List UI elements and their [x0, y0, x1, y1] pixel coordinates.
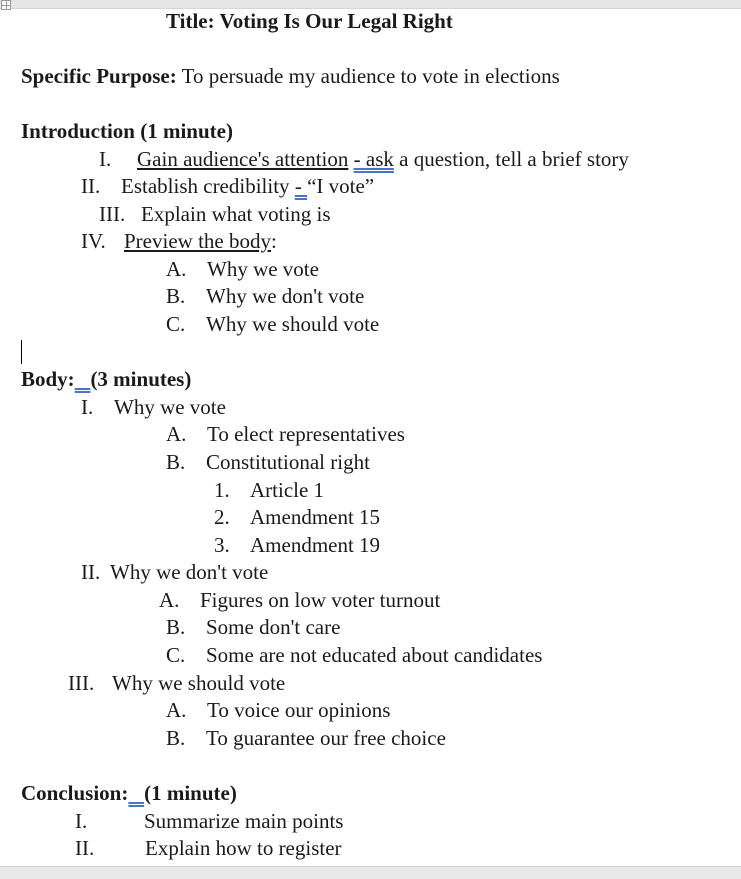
conclusion-item-1: [75, 809, 343, 833]
list-number: 3.: [214, 533, 230, 557]
body-3-item-b: [166, 726, 446, 750]
list-letter: C.: [166, 643, 186, 667]
list-number: I.: [75, 809, 88, 833]
conclusion-heading-label: Conclusion:: [21, 781, 129, 805]
body-1-item-a: [166, 422, 405, 446]
table-move-handle-icon[interactable]: [1, 0, 11, 10]
intro-subitem-text: Why we don't vote: [206, 284, 365, 308]
list-letter: B.: [166, 450, 186, 474]
list-item-text: Amendment 19: [250, 533, 381, 557]
list-item-text: Some don't care: [206, 615, 341, 639]
body-heading-space: [75, 367, 91, 391]
list-letter: A.: [166, 422, 187, 446]
intro-item-2-quote: “I vote”: [307, 174, 375, 198]
specific-purpose-label: Specific Purpose:: [21, 64, 177, 88]
body-3-item-a: [166, 698, 390, 722]
intro-item-4-underlined: Preview the body: [124, 229, 271, 253]
conclusion-heading: [21, 781, 237, 805]
body-1-item-b: [166, 450, 370, 474]
body-section-2-text: Why we don't vote: [110, 560, 269, 584]
list-letter: A.: [166, 257, 187, 281]
body-heading-label: Body:: [21, 367, 75, 391]
intro-subitem-c: [166, 312, 379, 336]
list-letter: B.: [166, 615, 186, 639]
intro-item-3-text: Explain what voting is: [141, 202, 331, 226]
body-1-subitem-3: [214, 533, 380, 557]
intro-item-1-ask: ask: [365, 147, 394, 171]
body-heading-rest: (3 minutes): [90, 367, 192, 391]
intro-item-4: [81, 229, 277, 253]
list-item-text: To guarantee our free choice: [206, 726, 446, 750]
list-letter: A.: [166, 698, 187, 722]
list-number: II.: [81, 174, 101, 198]
body-2-item-a: [159, 588, 440, 612]
body-section-1-text: Why we vote: [114, 395, 226, 419]
list-letter: B.: [166, 284, 186, 308]
intro-item-1-rest: a question, tell a brief story: [393, 147, 629, 171]
list-item-text: To elect representatives: [207, 422, 405, 446]
list-number: 2.: [214, 505, 230, 529]
intro-item-1-underlined: Gain audience's attention: [137, 147, 349, 171]
conclusion-item-2: [75, 836, 342, 860]
list-item-text: Some are not educated about candidates: [206, 643, 543, 667]
intro-subitem-a: [166, 257, 319, 281]
intro-item-2-text: Establish credibility: [121, 174, 295, 198]
body-2-item-b: [166, 615, 340, 639]
list-item-text: Constitutional right: [206, 450, 370, 474]
body-section-3-text: Why we should vote: [112, 671, 286, 695]
status-bar: [0, 866, 741, 879]
list-number: II.: [81, 560, 101, 584]
list-letter: C.: [166, 312, 186, 336]
body-heading: [21, 367, 191, 391]
list-number: I.: [81, 395, 94, 419]
intro-subitem-text: Why we vote: [207, 257, 319, 281]
conclusion-heading-rest: (1 minute): [144, 781, 237, 805]
list-number: I.: [99, 147, 112, 171]
list-number: III.: [99, 202, 126, 226]
list-letter: A.: [159, 588, 180, 612]
list-number: IV.: [81, 229, 106, 253]
intro-item-3: [99, 202, 331, 226]
list-letter: B.: [166, 726, 186, 750]
list-item-text: Figures on low voter turnout: [200, 588, 441, 612]
intro-item-2: [81, 174, 374, 198]
intro-item-1: [99, 147, 629, 171]
specific-purpose: [21, 64, 560, 88]
specific-purpose-text: To persuade my audience to vote in elections: [176, 64, 560, 88]
document-title: Title: Voting Is Our Legal Right: [166, 9, 453, 33]
intro-item-1-dash: -: [353, 147, 366, 171]
ruler-bar: [0, 0, 741, 9]
intro-item-4-rest: :: [270, 229, 277, 253]
intro-item-2-dash: -: [294, 174, 308, 198]
list-item-text: To voice our opinions: [207, 698, 391, 722]
body-section-3: [68, 671, 285, 695]
list-number: III.: [68, 671, 95, 695]
text-cursor: [21, 340, 22, 364]
body-2-item-c: [166, 643, 542, 667]
body-section-2: [81, 560, 268, 584]
list-item-text: Summarize main points: [144, 809, 344, 833]
list-item-text: Amendment 15: [250, 505, 381, 529]
list-item-text: Article 1: [250, 478, 325, 502]
intro-subitem-b: [166, 284, 364, 308]
intro-subitem-text: Why we should vote: [206, 312, 380, 336]
introduction-heading: Introduction (1 minute): [21, 119, 233, 143]
list-number: II.: [75, 836, 95, 860]
body-section-1: [81, 395, 226, 419]
conclusion-heading-space: [128, 781, 144, 805]
body-1-subitem-1: [214, 478, 324, 502]
list-number: 1.: [214, 478, 230, 502]
list-item-text: Explain how to register: [145, 836, 342, 860]
body-1-subitem-2: [214, 505, 380, 529]
